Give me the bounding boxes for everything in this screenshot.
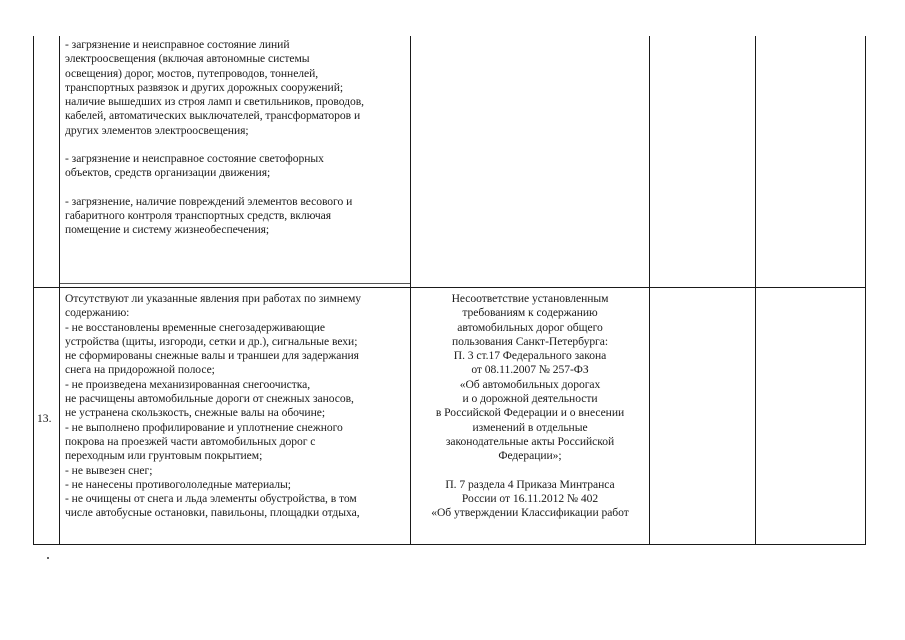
table-border-left <box>33 36 34 545</box>
text-line: П. 3 ст.17 Федерального закона <box>453 349 607 363</box>
text-line: Отсутствуют ли указанные явления при работах по зимнему <box>65 292 362 305</box>
table-bottom-border <box>33 544 866 545</box>
row-13-description <box>65 292 361 521</box>
text-line: кабелей, автоматических выключателей, трансформаторов и <box>65 109 361 123</box>
text-line: «Об утверждении Классификации работ <box>431 506 629 520</box>
scan-speck <box>47 557 49 559</box>
row-12-description <box>65 38 364 238</box>
text-line: помещение и систему жизнеобеспечения; <box>65 223 270 237</box>
row-divider <box>33 287 866 288</box>
table-column-divider-1 <box>59 36 60 545</box>
text-line: изменений в отдельные <box>472 420 588 434</box>
table-border-right <box>865 36 866 545</box>
text-line: транспортных развязок и других дорожных сооружений; <box>65 80 344 94</box>
text-line: других элементов электроосвещения; <box>65 123 249 137</box>
text-line: в Российской Федерации и о внесении <box>435 406 625 420</box>
text-line: - загрязнение и неисправное состояние линий <box>65 38 290 51</box>
text-line: габаритного контроля транспортных средств, включая <box>65 208 332 222</box>
text-line: П. 7 раздела 4 Приказа Минтранса <box>445 477 615 491</box>
row-13-number: 13. <box>37 412 52 425</box>
text-line: - загрязнение и неисправное состояние светофорных <box>65 152 324 166</box>
text-line: снега на придорожной полосе; <box>65 363 215 377</box>
text-line: - загрязнение, наличие повреждений элементов весового и <box>65 194 353 208</box>
text-line: России от 16.11.2012 № 402 <box>461 491 599 505</box>
row-divider-secondary <box>60 283 410 284</box>
text-line: - не выполнено профилирование и уплотнение снежного <box>65 420 343 434</box>
blank-line <box>411 464 649 478</box>
blank-line <box>65 138 364 152</box>
text-line: пользования Санкт-Петербурга: <box>451 334 609 348</box>
text-line: электроосвещения (включая автономные системы <box>65 52 310 66</box>
text-line: объектов, средств организации движения; <box>65 166 271 180</box>
text-line: содержанию: <box>65 306 130 320</box>
table-column-divider-4 <box>755 36 756 545</box>
row-13-requirements <box>411 292 649 520</box>
text-line: и о дорожной деятельности <box>462 392 598 406</box>
text-line: числе автобусные остановки, павильоны, площадки отдыха, <box>65 506 360 520</box>
text-line: покрова на проезжей части автомобильных дорог с <box>65 434 316 448</box>
text-line: - не нанесены противогололедные материалы; <box>65 477 291 491</box>
text-line: не сформированы снежные валы и траншеи для задержания <box>65 349 359 363</box>
text-line: не устранена скользкость, снежные валы на обочине; <box>65 406 325 420</box>
text-line: переходным или грунтовым покрытием; <box>65 449 263 463</box>
text-line: требованиям к содержанию <box>462 306 598 320</box>
text-line: наличие вышедших из строя ламп и светильников, проводов, <box>65 95 365 109</box>
text-line: Несоответствие установленным <box>451 292 609 305</box>
text-line: Федерации»; <box>498 449 562 463</box>
text-line: освещения) дорог, мостов, путепроводов, тоннелей, <box>65 66 319 80</box>
text-line: законодательные акты Российской <box>445 434 615 448</box>
text-line: - не очищены от снега и льда элементы обустройства, в том <box>65 492 357 506</box>
text-line: - не восстановлены временные снегозадерживающие <box>65 320 326 334</box>
text-line: - не произведена механизированная снегоочистка, <box>65 377 311 391</box>
blank-line <box>65 181 364 195</box>
table-column-divider-3 <box>649 36 650 545</box>
text-line: автомобильных дорог общего <box>457 320 603 334</box>
text-line: не расчищены автомобильные дороги от снежных заносов, <box>65 392 354 406</box>
text-line: от 08.11.2007 № 257-ФЗ <box>471 363 589 377</box>
text-line: - не вывезен снег; <box>65 463 153 477</box>
text-line: «Об автомобильных дорогах <box>459 377 601 391</box>
text-line: устройства (щиты, изгороди, сетки и др.), сигнальные вехи; <box>65 334 358 348</box>
